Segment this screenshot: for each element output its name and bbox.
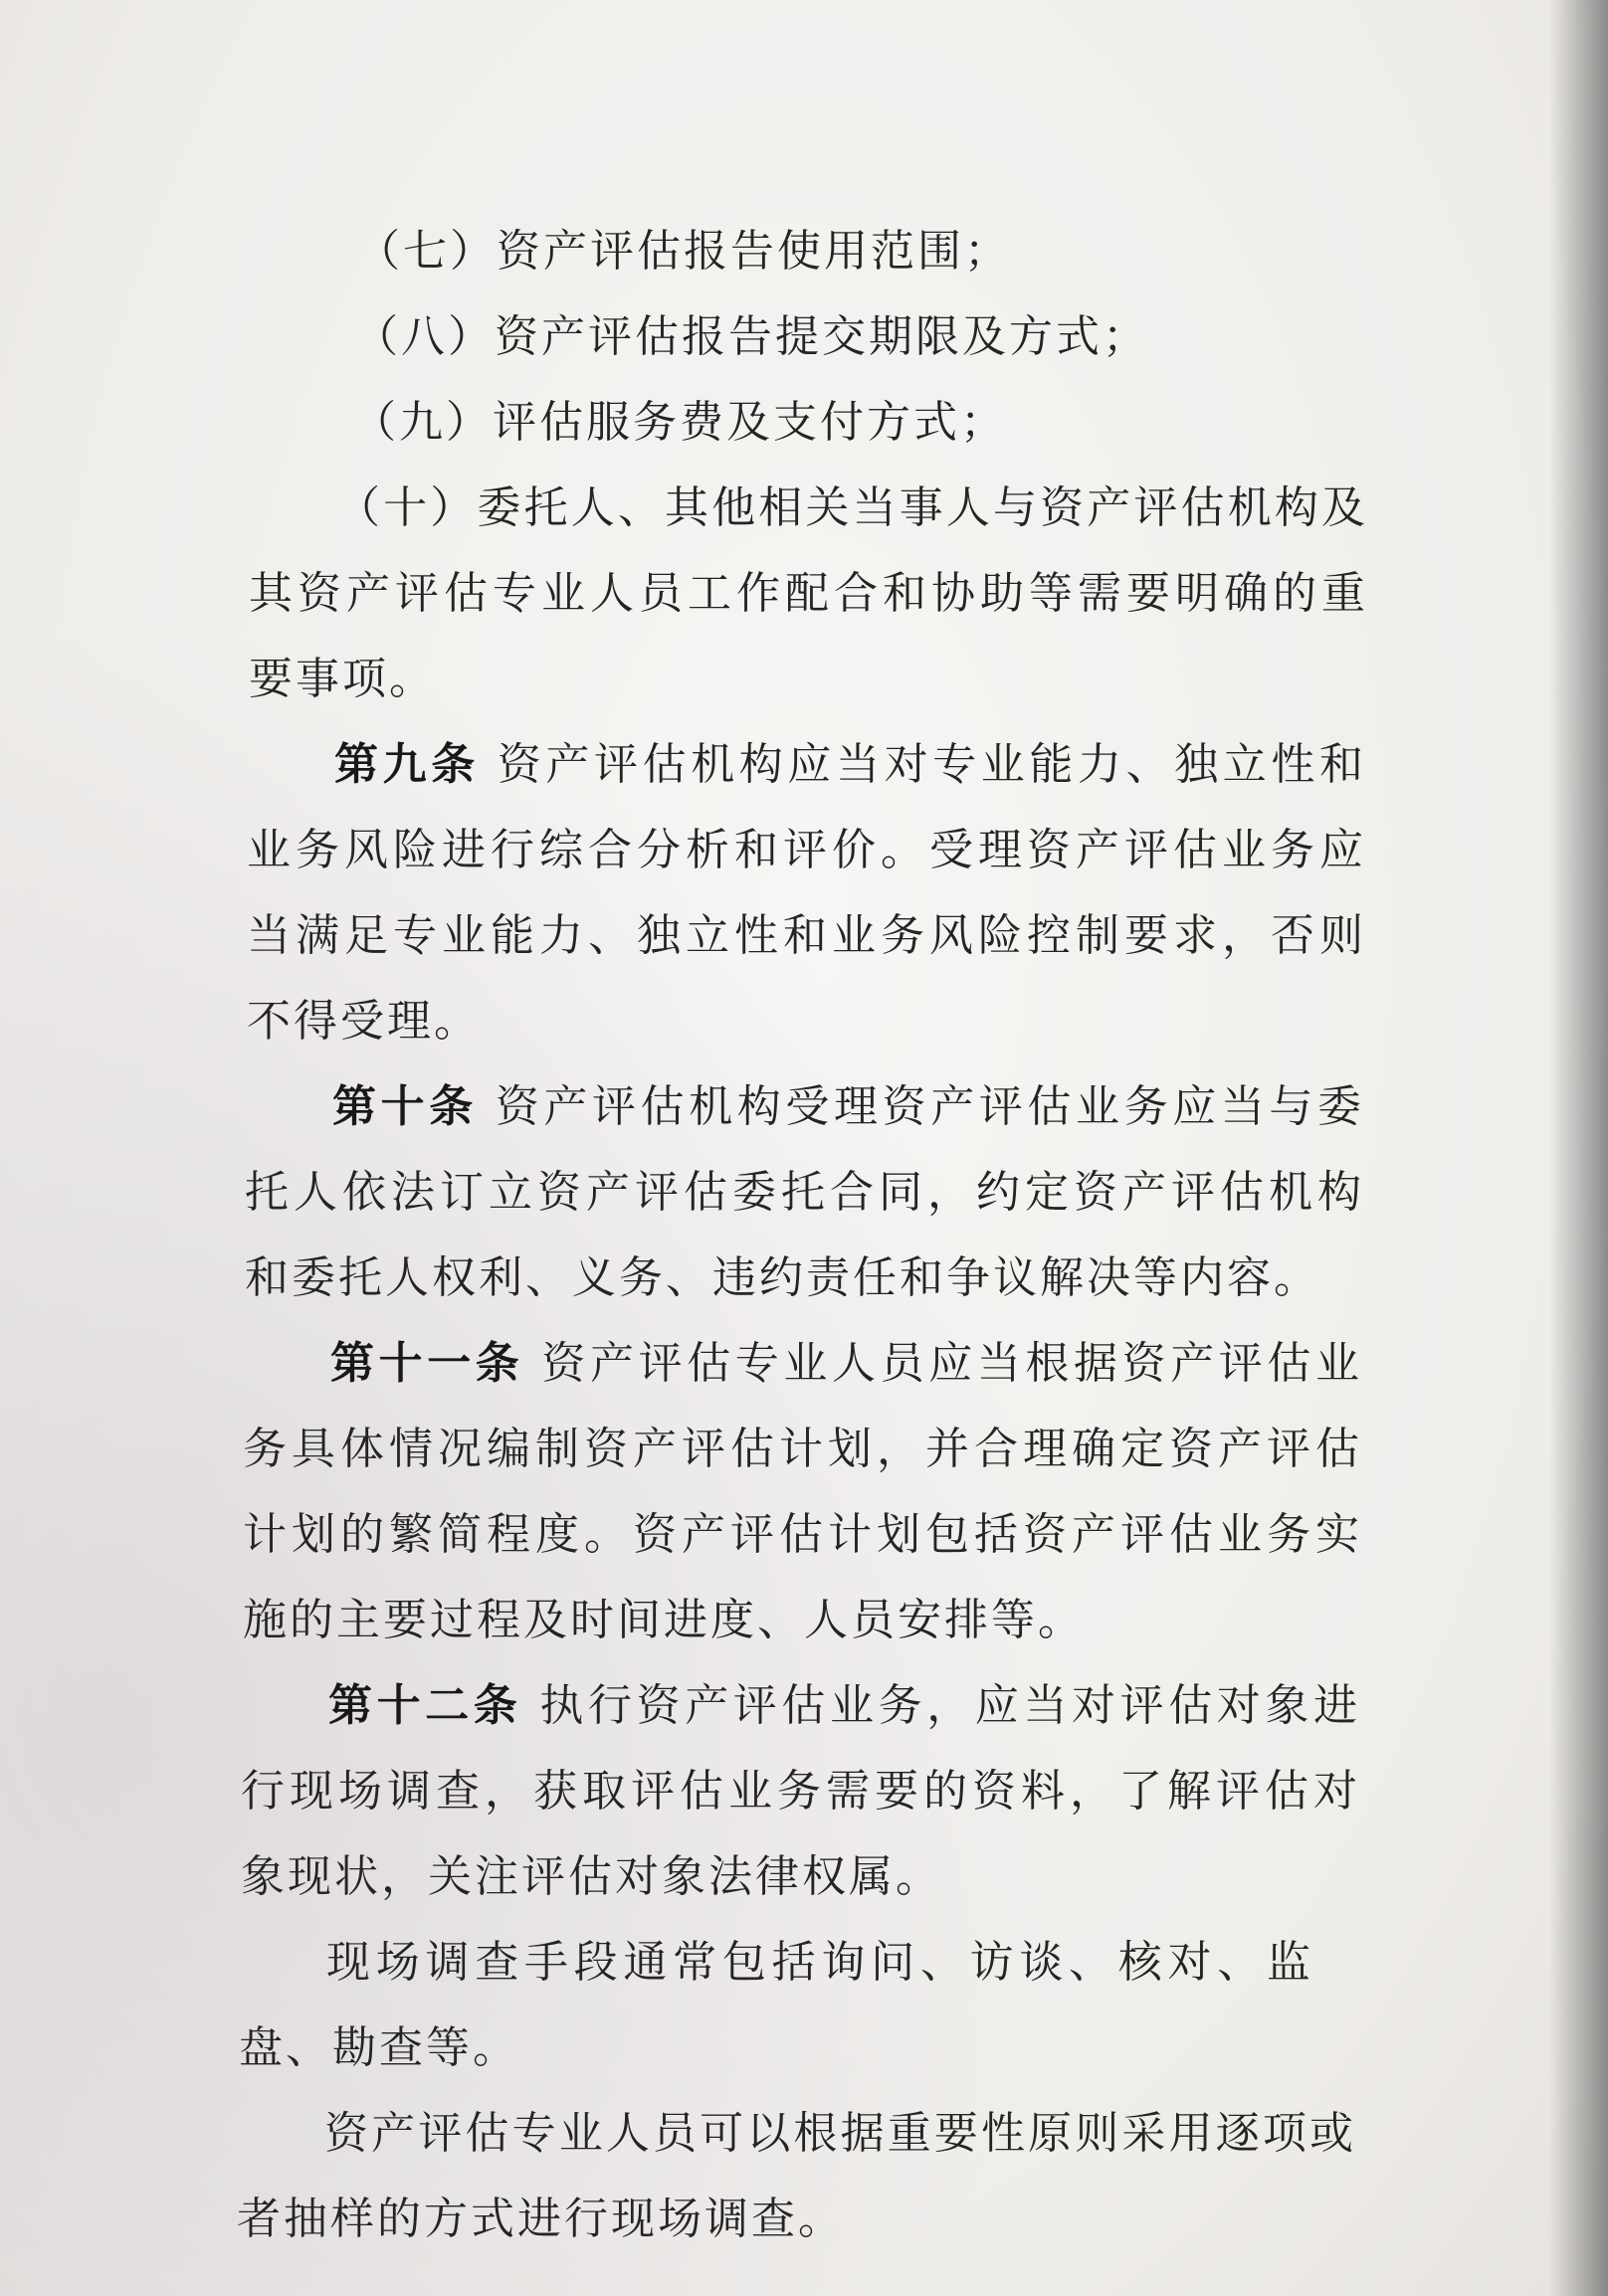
article-9 xyxy=(247,722,1366,1064)
item-nine xyxy=(265,380,1384,466)
sampling-method xyxy=(237,2091,1356,2262)
article-12-heading: 第十二条 xyxy=(328,1680,522,1731)
article-11-heading: 第十一条 xyxy=(330,1338,524,1389)
article-10-text: 资产评估机构受理资产评估业务应当与委托人依法订立资产评估委托合同，约定资产评估机构和委托人权利、义务、违约责任和争议解决等内容。 xyxy=(245,1081,1365,1303)
article-12 xyxy=(241,1663,1360,1920)
item-eight xyxy=(267,294,1386,380)
item-seven-text: （七）资产评估报告使用范围； xyxy=(356,226,1011,277)
site-survey-methods xyxy=(239,1920,1313,2091)
item-eight-text: （八）资产评估报告提交期限及方式； xyxy=(354,311,1149,362)
article-11 xyxy=(243,1321,1362,1663)
article-10-heading: 第十条 xyxy=(332,1081,478,1132)
item-seven xyxy=(269,209,1388,294)
site-survey-methods-text: 现场调查手段通常包括询问、访谈、核对、监盘、勘查等。 xyxy=(239,1937,1313,2073)
article-10 xyxy=(245,1064,1364,1321)
document-body xyxy=(0,209,1608,2262)
item-nine-text: （九）评估服务费及支付方式； xyxy=(352,397,1007,448)
sampling-method-text: 资产评估专业人员可以根据重要性原则采用逐项或者抽样的方式进行现场调查。 xyxy=(237,2108,1356,2244)
item-ten xyxy=(249,466,1368,722)
article-9-heading: 第九条 xyxy=(334,739,480,790)
article-11-text: 资产评估专业人员应当根据资产评估业务具体情况编制资产评估计划，并合理确定资产评估计划的繁简程度。资产评估计划包括资产评估业务实施的主要过程及时间进度、人员安排等。 xyxy=(243,1338,1363,1645)
article-9-text: 资产评估机构应当对专业能力、独立性和业务风险进行综合分析和评价。受理资产评估业务应当满足专业能力、独立性和业务风险控制要求，否则不得受理。 xyxy=(247,739,1367,1047)
item-ten-text: （十）委托人、其他相关当事人与资产评估机构及其资产评估专业人员工作配合和协助等需要明确的重要事项。 xyxy=(249,482,1368,704)
article-12-text: 执行资产评估业务，应当对评估对象进行现场调查，获取评估业务需要的资料，了解评估对象现状，关注评估对象法律权属。 xyxy=(241,1680,1361,1902)
